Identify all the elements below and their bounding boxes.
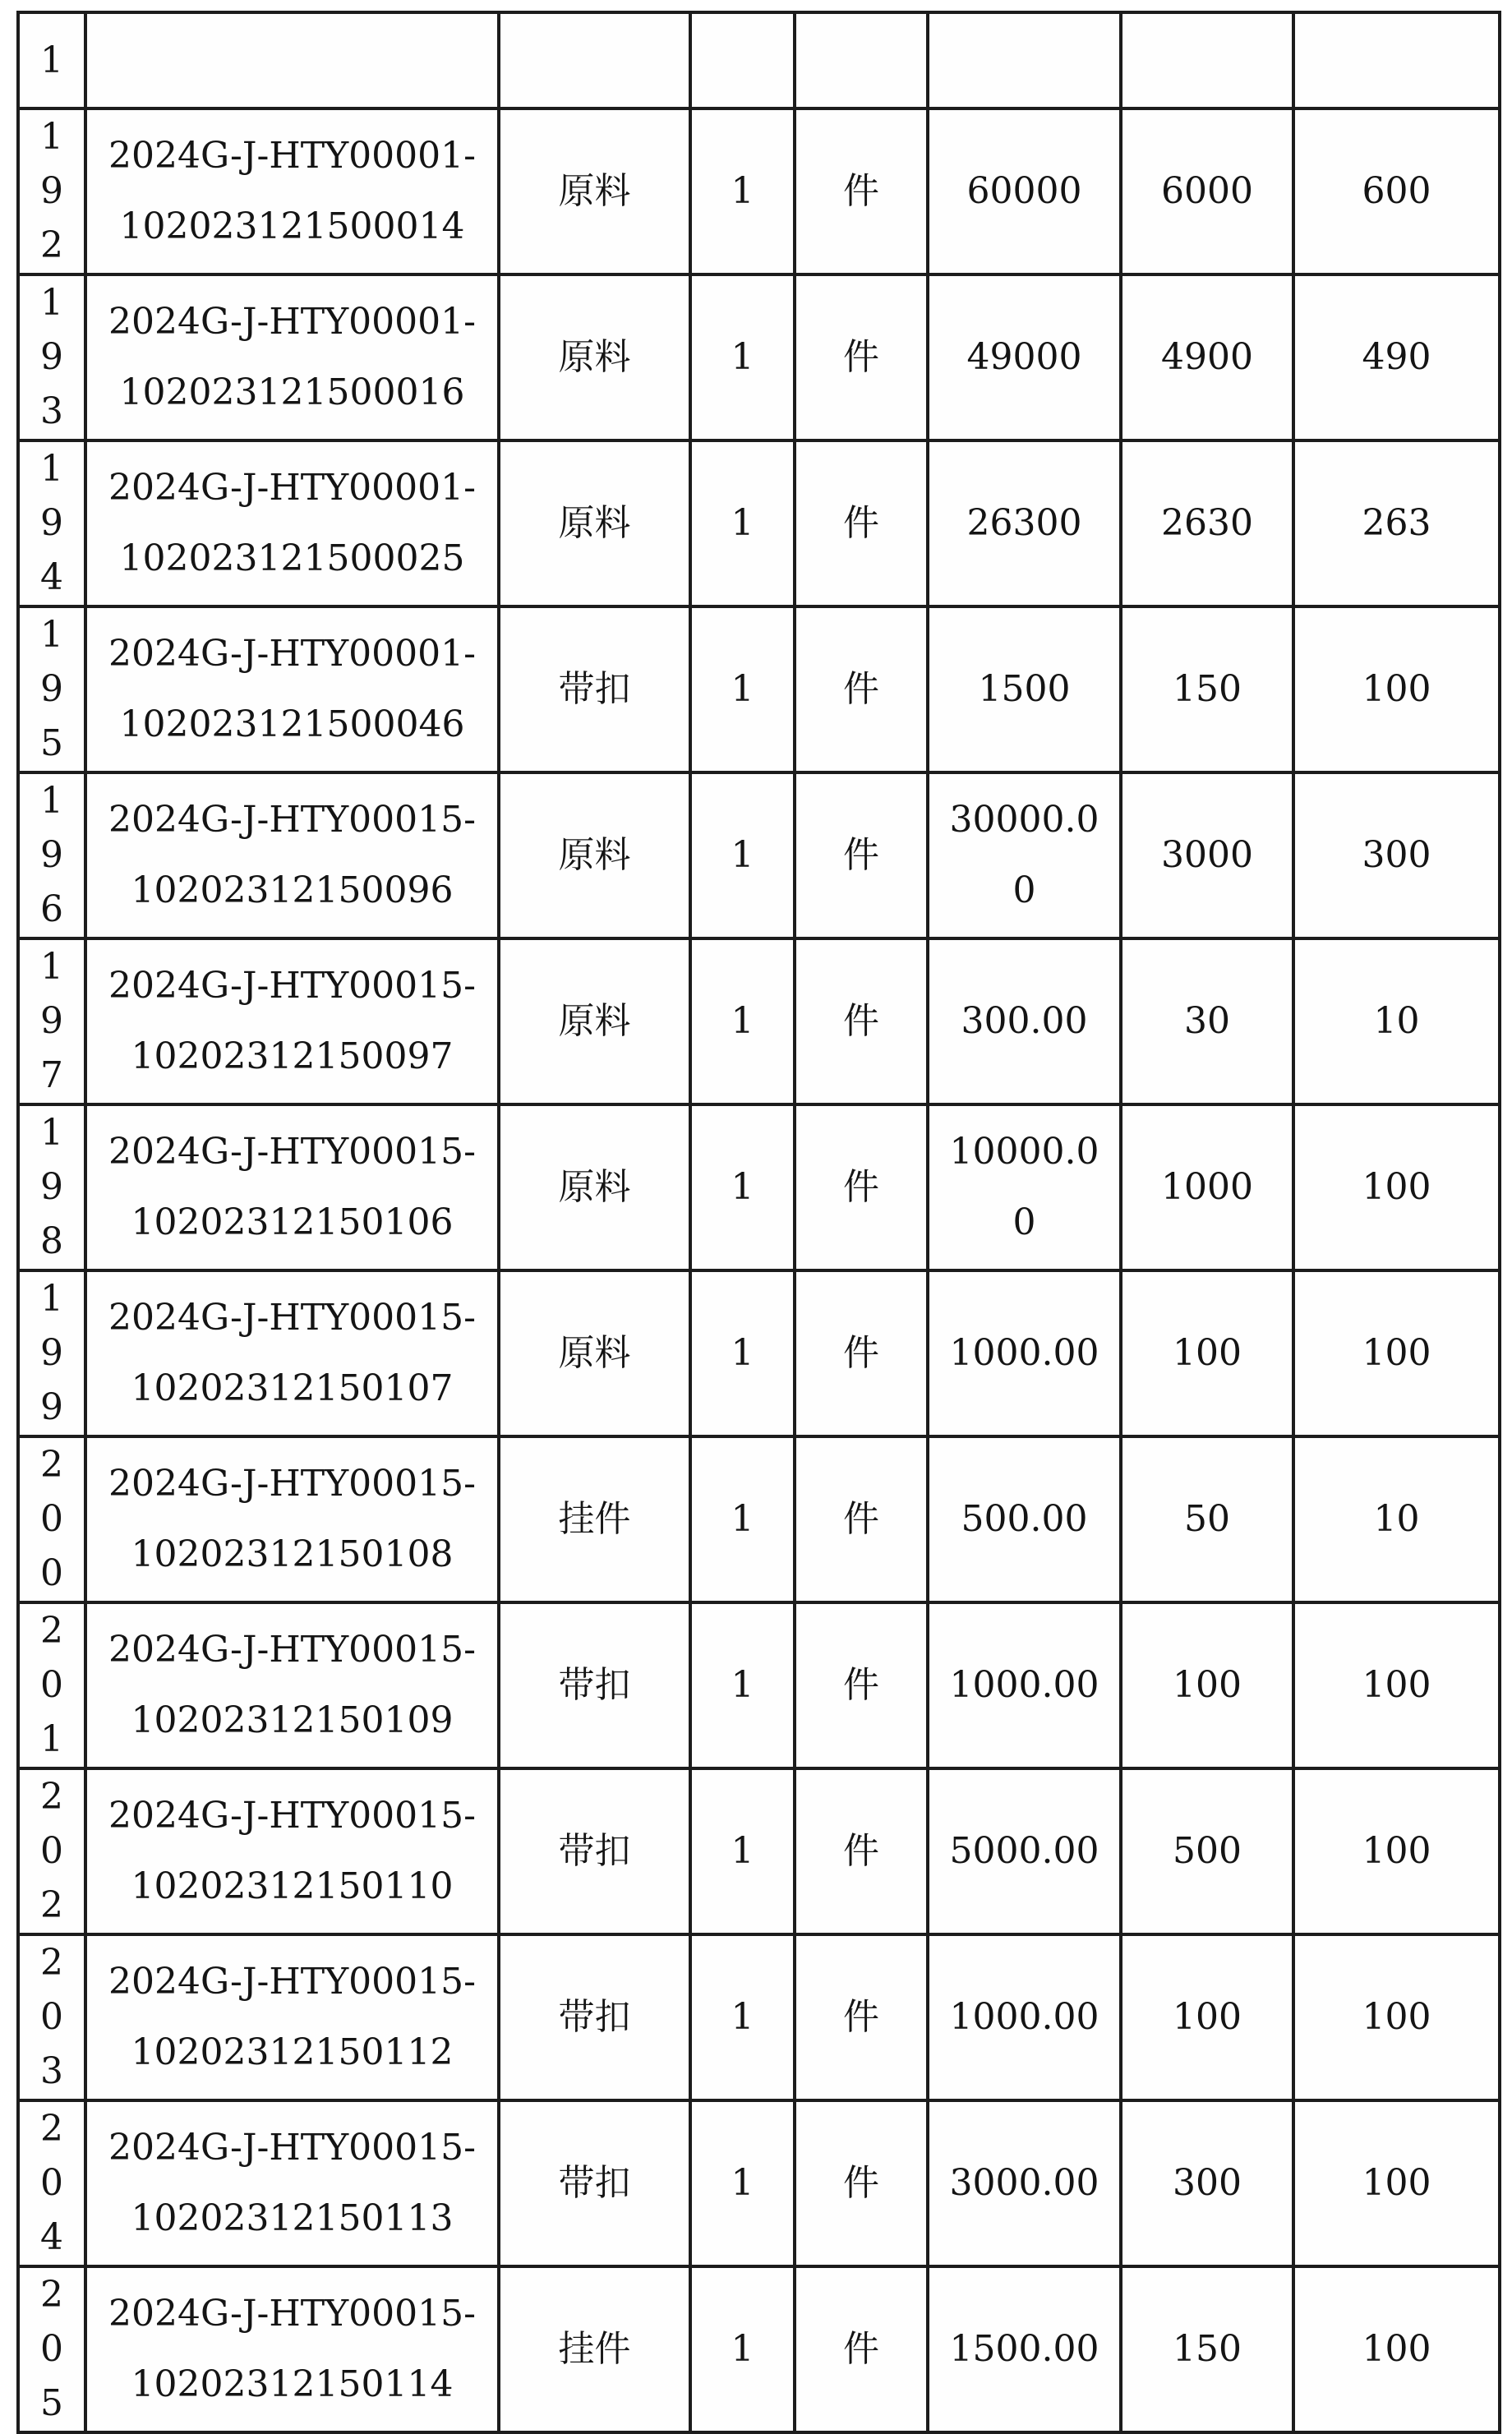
row-number-cell: 1 9 8: [18, 1104, 85, 1270]
value3-cell: 100: [1293, 2266, 1500, 2432]
table-body: [18, 12, 1500, 2432]
table-row: [18, 2100, 1500, 2266]
row-number-cell: 1 9 5: [18, 606, 85, 772]
value2-cell: 4900: [1121, 274, 1293, 440]
value1-cell: 26300: [928, 440, 1121, 606]
quantity-cell: 1: [690, 1768, 795, 1934]
value3-cell: 100: [1293, 1934, 1500, 2100]
value2-cell: 6000: [1121, 108, 1293, 274]
category-cell: 带扣: [499, 606, 690, 772]
code-cell: 2024G-J-HTY00001- 102023121500025: [85, 440, 499, 606]
code-cell: 2024G-J-HTY00015- 10202312150114: [85, 2266, 499, 2432]
value3-cell: 600: [1293, 108, 1500, 274]
code-cell: 2024G-J-HTY00015- 10202312150096: [85, 772, 499, 938]
row-number-cell: 1: [18, 12, 85, 108]
value1-cell: 1000.00: [928, 1934, 1121, 2100]
value3-cell: 10: [1293, 938, 1500, 1104]
table-row: [18, 1104, 1500, 1270]
row-number-cell: 2 0 2: [18, 1768, 85, 1934]
value2-cell: 100: [1121, 1270, 1293, 1436]
quantity-cell: 1: [690, 1436, 795, 1602]
value2-cell: 30: [1121, 938, 1293, 1104]
value1-cell: 49000: [928, 274, 1121, 440]
quantity-cell: 1: [690, 606, 795, 772]
quantity-cell: 1: [690, 2100, 795, 2266]
table-row: [18, 1768, 1500, 1934]
table-row: [18, 606, 1500, 772]
code-cell: 2024G-J-HTY00001- 102023121500046: [85, 606, 499, 772]
quantity-cell: 1: [690, 1270, 795, 1436]
quantity-cell: 1: [690, 1934, 795, 2100]
category-cell: 带扣: [499, 1934, 690, 2100]
value1-cell: 10000.0 0: [928, 1104, 1121, 1270]
unit-cell: 件: [795, 440, 928, 606]
table-row: [18, 938, 1500, 1104]
unit-cell: 件: [795, 1104, 928, 1270]
code-cell: 2024G-J-HTY00015- 10202312150110: [85, 1768, 499, 1934]
unit-cell: 件: [795, 1270, 928, 1436]
quantity-cell: 1: [690, 1104, 795, 1270]
value1-cell: 500.00: [928, 1436, 1121, 1602]
category-cell: 带扣: [499, 2100, 690, 2266]
category-cell: 带扣: [499, 1602, 690, 1768]
value1-cell: 1500: [928, 606, 1121, 772]
value1-cell: 1000.00: [928, 1270, 1121, 1436]
code-cell: 2024G-J-HTY00001- 102023121500016: [85, 274, 499, 440]
value1-cell: 300.00: [928, 938, 1121, 1104]
inventory-table: [16, 11, 1501, 2434]
code-cell: 2024G-J-HTY00015- 10202312150097: [85, 938, 499, 1104]
category-cell: 原料: [499, 938, 690, 1104]
unit-cell: 件: [795, 108, 928, 274]
value1-cell: 5000.00: [928, 1768, 1121, 1934]
quantity-cell: 1: [690, 2266, 795, 2432]
code-cell: 2024G-J-HTY00001- 102023121500014: [85, 108, 499, 274]
unit-cell: [795, 12, 928, 108]
value3-cell: 100: [1293, 1602, 1500, 1768]
unit-cell: 件: [795, 1602, 928, 1768]
table-row: [18, 772, 1500, 938]
table-row: [18, 1602, 1500, 1768]
code-cell: 2024G-J-HTY00015- 10202312150112: [85, 1934, 499, 2100]
quantity-cell: 1: [690, 1602, 795, 1768]
value3-cell: 10: [1293, 1436, 1500, 1602]
value2-cell: 150: [1121, 2266, 1293, 2432]
category-cell: 原料: [499, 440, 690, 606]
table-row: [18, 1436, 1500, 1602]
value2-cell: 300: [1121, 2100, 1293, 2266]
category-cell: 带扣: [499, 1768, 690, 1934]
unit-cell: 件: [795, 1768, 928, 1934]
code-cell: 2024G-J-HTY00015- 10202312150106: [85, 1104, 499, 1270]
value3-cell: 100: [1293, 606, 1500, 772]
quantity-cell: 1: [690, 274, 795, 440]
table-row: [18, 1934, 1500, 2100]
category-cell: 挂件: [499, 2266, 690, 2432]
table-row: [18, 2266, 1500, 2432]
unit-cell: 件: [795, 2100, 928, 2266]
value2-cell: 100: [1121, 1934, 1293, 2100]
value2-cell: 500: [1121, 1768, 1293, 1934]
category-cell: 挂件: [499, 1436, 690, 1602]
value2-cell: 150: [1121, 606, 1293, 772]
value1-cell: 30000.0 0: [928, 772, 1121, 938]
row-number-cell: 2 0 0: [18, 1436, 85, 1602]
value3-cell: 100: [1293, 1768, 1500, 1934]
value3-cell: 100: [1293, 1104, 1500, 1270]
row-number-cell: 2 0 4: [18, 2100, 85, 2266]
quantity-cell: 1: [690, 108, 795, 274]
value1-cell: 1500.00: [928, 2266, 1121, 2432]
value1-cell: [928, 12, 1121, 108]
category-cell: 原料: [499, 772, 690, 938]
value3-cell: [1293, 12, 1500, 108]
code-cell: 2024G-J-HTY00015- 10202312150113: [85, 2100, 499, 2266]
table-row: [18, 12, 1500, 108]
unit-cell: 件: [795, 938, 928, 1104]
unit-cell: 件: [795, 772, 928, 938]
row-number-cell: 1 9 2: [18, 108, 85, 274]
code-cell: 2024G-J-HTY00015- 10202312150108: [85, 1436, 499, 1602]
row-number-cell: 1 9 9: [18, 1270, 85, 1436]
category-cell: 原料: [499, 108, 690, 274]
unit-cell: 件: [795, 274, 928, 440]
table-row: [18, 274, 1500, 440]
value2-cell: 3000: [1121, 772, 1293, 938]
unit-cell: 件: [795, 1934, 928, 2100]
value2-cell: 2630: [1121, 440, 1293, 606]
quantity-cell: 1: [690, 772, 795, 938]
quantity-cell: 1: [690, 440, 795, 606]
quantity-cell: 1: [690, 938, 795, 1104]
value3-cell: 300: [1293, 772, 1500, 938]
row-number-cell: 2 0 3: [18, 1934, 85, 2100]
value2-cell: 50: [1121, 1436, 1293, 1602]
code-cell: [85, 12, 499, 108]
value3-cell: 490: [1293, 274, 1500, 440]
table-row: [18, 1270, 1500, 1436]
quantity-cell: [690, 12, 795, 108]
category-cell: 原料: [499, 1104, 690, 1270]
value3-cell: 263: [1293, 440, 1500, 606]
unit-cell: 件: [795, 606, 928, 772]
row-number-cell: 1 9 6: [18, 772, 85, 938]
unit-cell: 件: [795, 1436, 928, 1602]
category-cell: 原料: [499, 1270, 690, 1436]
row-number-cell: 1 9 4: [18, 440, 85, 606]
code-cell: 2024G-J-HTY00015- 10202312150107: [85, 1270, 499, 1436]
value2-cell: [1121, 12, 1293, 108]
row-number-cell: 1 9 3: [18, 274, 85, 440]
value1-cell: 3000.00: [928, 2100, 1121, 2266]
code-cell: 2024G-J-HTY00015- 10202312150109: [85, 1602, 499, 1768]
value3-cell: 100: [1293, 1270, 1500, 1436]
category-cell: 原料: [499, 274, 690, 440]
value3-cell: 100: [1293, 2100, 1500, 2266]
value1-cell: 60000: [928, 108, 1121, 274]
row-number-cell: 2 0 1: [18, 1602, 85, 1768]
value1-cell: 1000.00: [928, 1602, 1121, 1768]
table-row: [18, 108, 1500, 274]
category-cell: [499, 12, 690, 108]
value2-cell: 100: [1121, 1602, 1293, 1768]
row-number-cell: 1 9 7: [18, 938, 85, 1104]
unit-cell: 件: [795, 2266, 928, 2432]
value2-cell: 1000: [1121, 1104, 1293, 1270]
table-row: [18, 440, 1500, 606]
row-number-cell: 2 0 5: [18, 2266, 85, 2432]
